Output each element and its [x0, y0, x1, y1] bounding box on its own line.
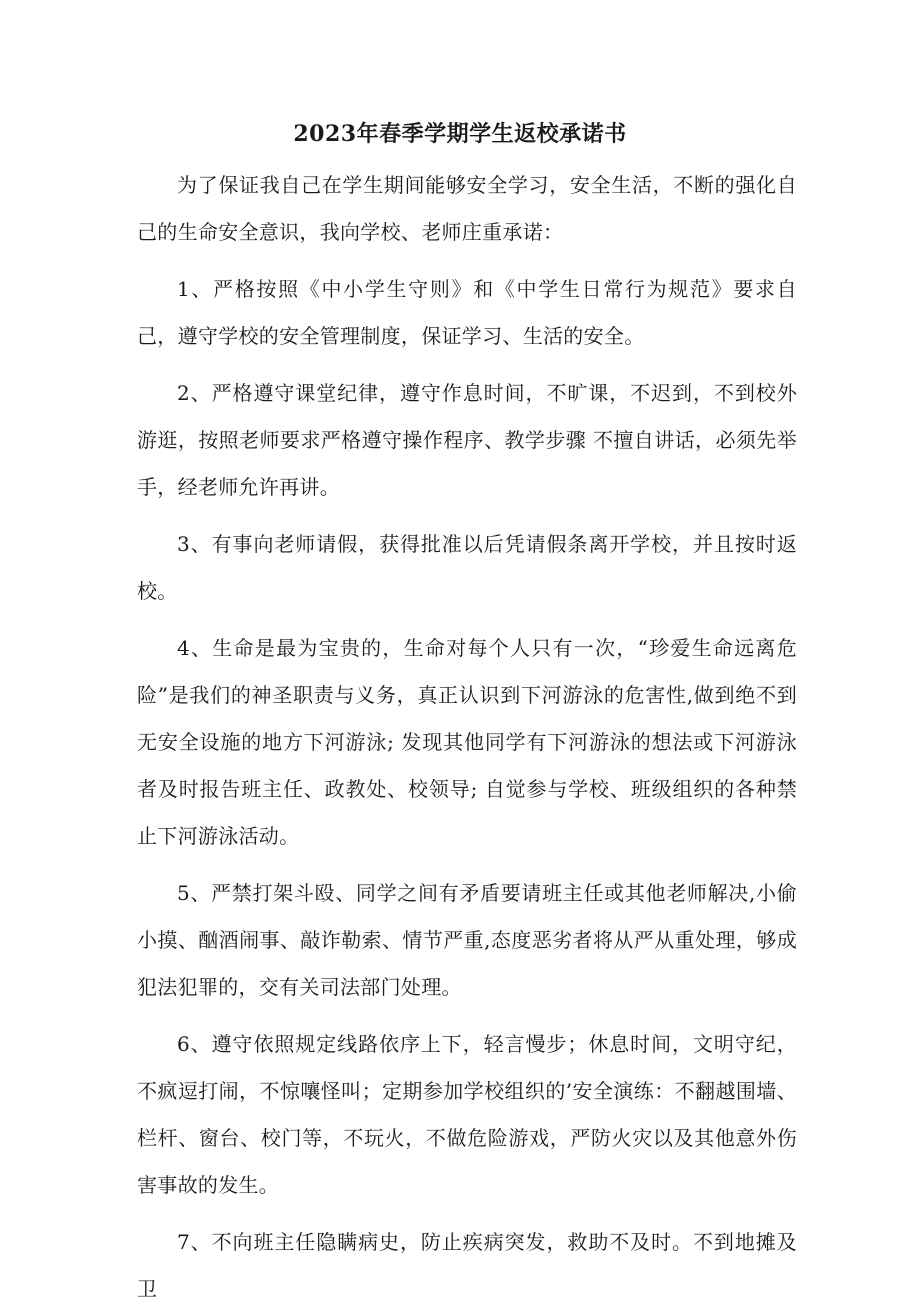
paragraph-item-1: 1、严格按照《中小学生守则》和《中学生日常行为规范》要求自己，遵守学校的安全管理制度，保证学习、生活的安全。: [137, 277, 797, 348]
paragraph-item-6: 6、遵守依照规定线路依序上下，轻言慢步；休息时间，文明守纪，不疯逗打闹，不惊嚷怪叫；定期参加学校组织的’安全演练：不翻越围墙、栏杆、窗台、校门等，不玩火，不做危险游戏，严防火灾以及其他意外伤害事故的发生。: [137, 1032, 797, 1197]
paragraph-item-7: 7、不向班主任隐瞒病史，防止疾病突发，救助不及时。不到地摊及卫: [137, 1230, 797, 1301]
document-title: 2023年春季学期学生返校承诺书: [293, 121, 627, 147]
paragraph-item-5: 5、严禁打架斗殴、同学之间有矛盾要请班主任或其他老师解决,小偷小摸、酗酒闹事、敲诈勒索、情节严重,态度恶劣者将从严从重处理，够成犯法犯罪的，交有关司法部门处理。: [137, 881, 797, 999]
paragraph-intro: 为了保证我自己在学生期间能够安全学习，安全生活，不断的强化自己的生命安全意识，我向学校、老师庄重承诺：: [137, 173, 797, 244]
paragraph-item-2: 2、严格遵守课堂纪律，遵守作息时间，不旷课，不迟到，不到校外游逛，按照老师要求严格遵守操作程序、教学步骤 不擅自讲话，必须先举手，经老师允许再讲。: [137, 381, 797, 499]
paragraph-item-3: 3、有事向老师请假，获得批准以后凭请假条离开学校，并且按时返校。: [137, 532, 797, 603]
document-body: [137, 162, 797, 1313]
paragraph-item-4: 4、生命是最为宝贵的，生命对每个人只有一次，“珍爱生命远离危险”是我们的神圣职责与义务，真正认识到下河游泳的危害性,做到绝不到无安全设施的地方下河游泳; 发现其他同学有下河游泳的想法或下河游泳者及时报告班主任、政教处、校领导; 自觉参与学校、班级组织的各种禁止下河游泳活动。: [137, 636, 797, 848]
